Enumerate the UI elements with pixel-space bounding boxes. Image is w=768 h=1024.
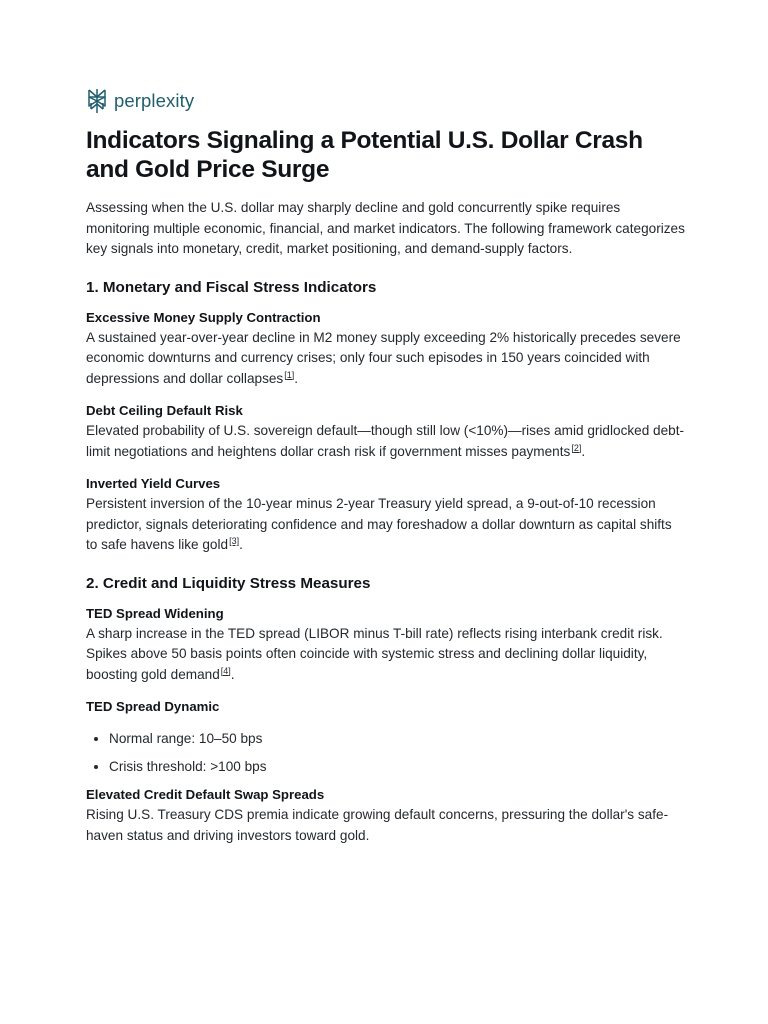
item-title-ted-spread: TED Spread Widening: [86, 605, 224, 621]
item-text-money-supply: A sustained year-over-year decline in M2 money supply exceeding 2% historically precedes severe economic downturns and currency crises; only four such episodes in 150 years coincided with depressions and dollar collapses[1].: [86, 329, 681, 386]
perplexity-logo-icon: [86, 88, 108, 114]
intro-paragraph: Assessing when the U.S. dollar may sharply decline and gold concurrently spike requires monitoring multiple economic, financial, and market indicators. The following framework categorizes key signals into monetary, credit, market positioning, and demand-supply factors.: [86, 200, 685, 256]
item-title-money-supply: Excessive Money Supply Contraction: [86, 309, 321, 325]
section-heading-monetary: 1. Monetary and Fiscal Stress Indicators: [86, 278, 377, 296]
page-title: Indicators Signaling a Potential U.S. Dollar Crash and Gold Price Surge: [86, 127, 643, 183]
ted-dynamic-list: [86, 729, 686, 777]
citation-link-3[interactable]: [3]: [229, 536, 240, 546]
article-body: [86, 126, 686, 846]
item-title-ted-dynamic: TED Spread Dynamic: [86, 699, 220, 714]
list-item: • Crisis threshold: >100 bps: [109, 757, 686, 777]
perplexity-logo[interactable]: [86, 88, 194, 114]
citation-link-2[interactable]: [2]: [571, 442, 582, 453]
brand-name: perplexity: [114, 90, 195, 111]
item-title-cds: Elevated Credit Default Swap Spreads: [86, 787, 325, 802]
item-title-debt-ceiling: Debt Ceiling Default Risk: [86, 403, 243, 418]
section-heading-credit: 2. Credit and Liquidity Stress Measures: [86, 574, 371, 592]
list-item: • Normal range: 10–50 bps: [109, 729, 686, 749]
item-text-ted-spread: A sharp increase in the TED spread (LIBOR minus T-bill rate) reflects rising interbank credit risk. Spikes above 50 basis points often coincide with systemic stress and declining dollar liquidity, boosting gold demand[4].: [86, 625, 663, 682]
item-text-debt-ceiling: Elevated probability of U.S. sovereign default—though still low (<10%)—rises amid gridlocked debt-limit negotiations and heightens dollar crash risk if government misses payments[2].: [86, 423, 685, 459]
item-text-cds: Rising U.S. Treasury CDS premia indicate growing default concerns, pressuring the dollar's safe-haven status and driving investors toward gold.: [86, 807, 669, 843]
item-text-yield-curve: Persistent inversion of the 10-year minus 2-year Treasury yield spread, a 9-out-of-10 recession predictor, signals deteriorating confidence and may foreshadow a dollar downturn as capital shifts to safe havens like gold[3].: [86, 496, 672, 552]
item-title-yield-curve: Inverted Yield Curves: [86, 476, 221, 491]
citation-link-1[interactable]: [1]: [284, 369, 295, 380]
citation-link-4[interactable]: [4]: [220, 665, 231, 676]
